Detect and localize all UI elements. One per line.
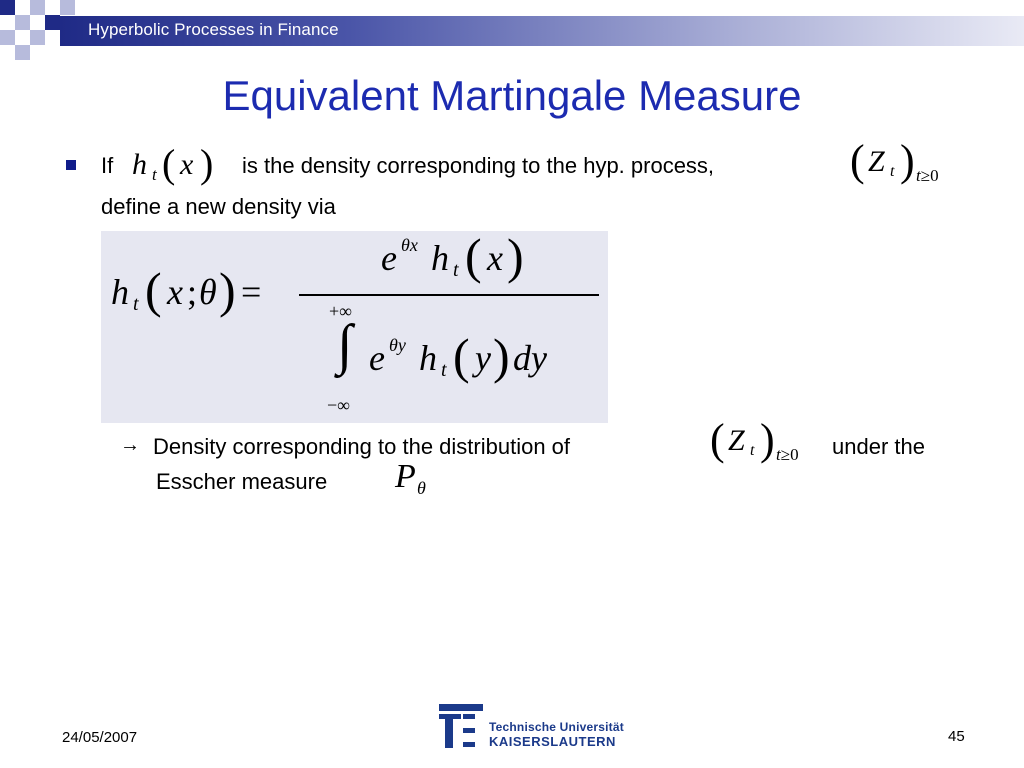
bullet-marker (66, 160, 76, 170)
logo-text-line1: Technische Universität (489, 720, 624, 734)
university-logo (437, 702, 627, 750)
tu-logo-icon (437, 702, 485, 750)
decor-square (60, 0, 75, 15)
decor-square (30, 30, 45, 45)
esscher-density-formula: h t ( x ; θ ) = e θx h t ( x ) +∞ ∫ −∞ e θy h t ( y ) dy (101, 231, 608, 423)
decor-square (0, 30, 15, 45)
math-zt-process-2: ( Z t ) t≥0 (710, 415, 799, 464)
sub-item-text2: under the (832, 434, 925, 459)
sub-item-line2: Esscher measure (156, 469, 328, 494)
logo-text-line2: KAISERSLAUTERN (489, 734, 616, 749)
decor-square (15, 15, 30, 30)
decor-square (30, 0, 45, 15)
arrow-icon: → (120, 434, 140, 456)
bullet-text-if: If (101, 153, 114, 178)
decor-square (0, 0, 15, 15)
math-zt-process: ( Z t ) t≥0 (850, 136, 939, 185)
slide-title: Equivalent Martingale Measure (222, 72, 802, 119)
sub-item-text1: Density corresponding to the distribution of (153, 434, 571, 459)
header-title: Hyperbolic Processes in Finance (88, 20, 339, 39)
footer-date: 24/05/2007 (62, 729, 138, 746)
formula-box (101, 228, 608, 423)
decor-square (45, 15, 60, 30)
math-p-theta: P θ (395, 458, 426, 498)
page-number: 45 (948, 728, 965, 745)
math-ht-x: h t ( x ) (132, 141, 214, 186)
decor-square (15, 45, 30, 60)
bullet-text-main: is the density corresponding to the hyp. process, (242, 153, 715, 178)
bullet-text-line2: define a new density via (101, 194, 336, 219)
